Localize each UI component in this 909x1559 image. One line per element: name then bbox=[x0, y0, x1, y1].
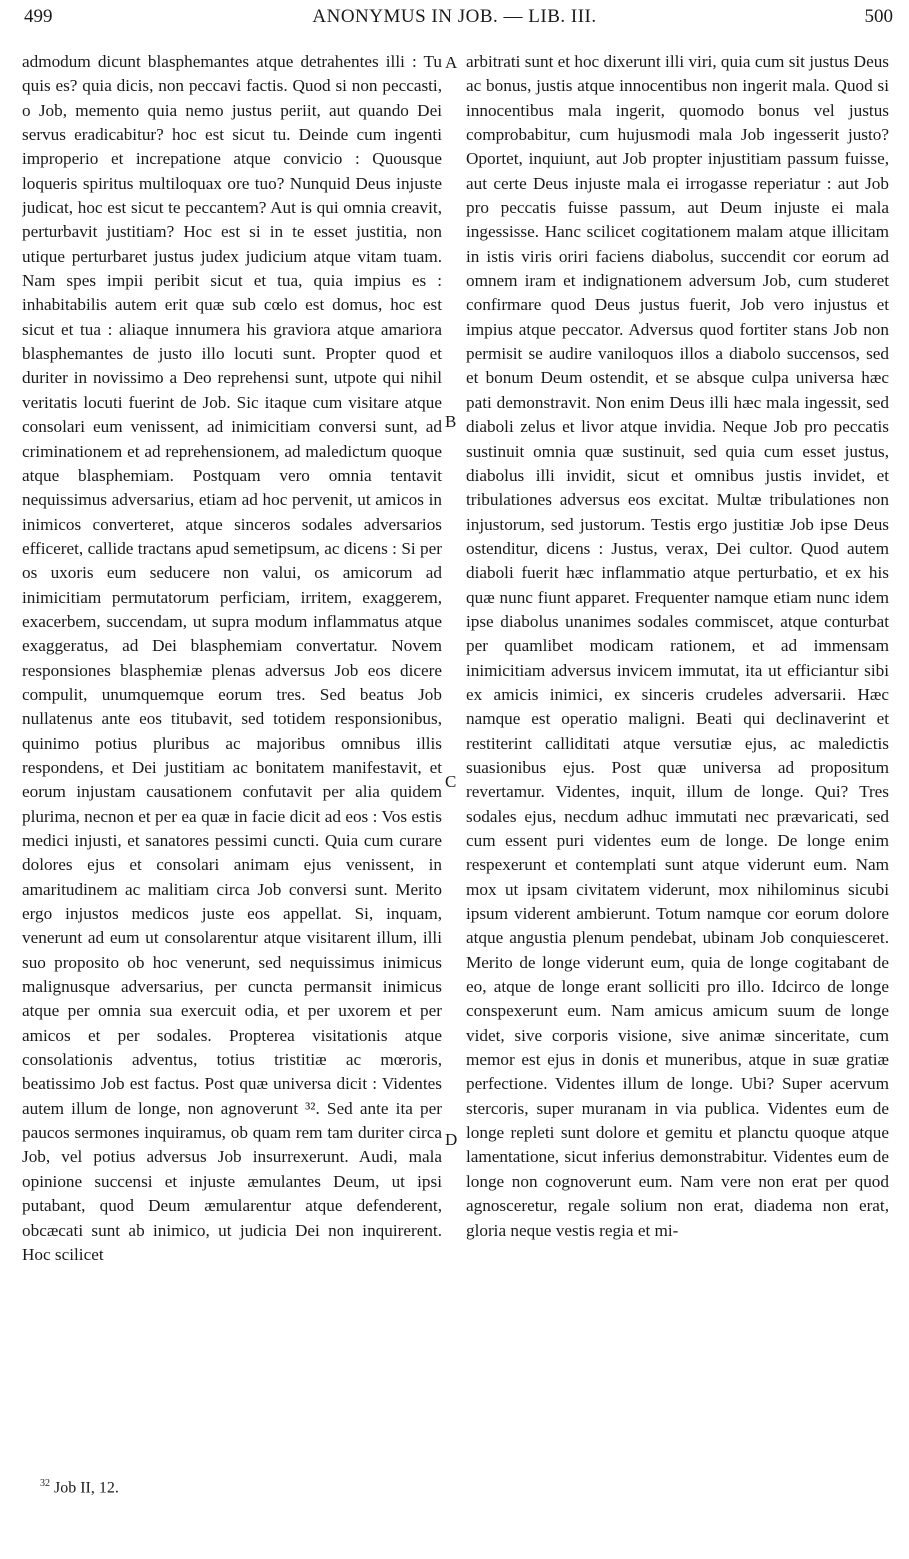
margin-letter-c: C bbox=[445, 772, 457, 791]
margin-letter-a: A bbox=[445, 53, 458, 72]
footnote-text: Job II, 12. bbox=[54, 1479, 119, 1497]
margin-letter-d: D bbox=[445, 1130, 458, 1149]
page-number-left: 499 bbox=[24, 6, 53, 27]
running-title: ANONYMUS IN JOB. — LIB. III. bbox=[312, 6, 597, 27]
margin-letter-b: B bbox=[445, 412, 457, 431]
footnote bbox=[40, 1478, 119, 1497]
page-number-right: 500 bbox=[864, 6, 893, 27]
footnote-mark: 32 bbox=[40, 1478, 50, 1489]
right-column-text: arbitrati sunt et hoc dixerunt illi viri, quia cum sit justus Deus ac bonus, justis atque innocentibus non ingerit mala. Quod si innocentibus mala ingerit, quomodo bonus vel justus comprobabitur, cum hujusmodi mala Job ingesserit justo? Oportet, inquiunt, aut Job propter injustitiam passum fuisse, aut certe Deus injuste mala ei irrogasse reperiatur : aut Job pro peccatis fuisse passum, aut Deum injuste ei mala ingessisse. Hanc scilicet cogitationem malam atque illicitam in istis viris oriri faciens diabolus, succendit cor eorum ad omnem iram et indignationem adversum Job, cum studeret confirmare quod Deus justus fuerit, Job vero injustus et impius atque peccator. Adversus quod fortiter stans Job non permisit se audire vaniloquos illos a diabolo succensos, sed et bonum Deum ostendit, et se absque culpa universa hæc pati demonstravit. Non enim Deus illi hæc mala ingessit, sed diaboli zelus et livor atque invidia. Neque Job pro peccatis sustinuit omnia quæ sustinuit, sed quia cum esset justus, diabolus illi invidit, sicut et omnibus justis invidet, et tribulationes adversus eos excitat. Multæ tribulationes non injustorum, sed justorum. Testis ergo justitiæ Job ipse Deus ostenditur, dicens : Justus, verax, Dei cultor. Quod autem diaboli fuerit hæc inflammatio atque perturbatio, et ex his quæ nunc fiunt apparet. Frequenter namque etiam nunc idem ipse diabolus unanimes sodales commiscet, atque conturbat per quamlibet modicam rationem, et ad immensam inimicitiam adversus invicem immutat, ita ut efficiantur sibi ex amicis inimici, ex sinceris crudeles adversarii. Hæc namque est operatio maligni. Beati qui declinaverint et restiterint calliditati atque versutiæ ejus, ac maledictis suasionibus ejus. Post quæ universa ad propositum revertamur. Videntes, inquit, illum de longe. Qui? Tres sodales ejus, necdum adhuc immutati nec prævaricati, sed cum essent puri videntes eum de longe. De longe enim respexerunt et contemplati sunt atque viderunt eum. Nam mox ut ipsam civitatem viderunt, mox nihilominus sicubi ipsum viderent ambierunt. Totum namque cor eorum dolore atque angustia plenum pendebat, ubinam Job conquiesceret. Merito de longe viderunt eum, quia de longe cogitabant de eo, atque de longe erant solliciti pro illo. Idcirco de longe conspexerunt eum. Nam amicus amicum suum de longe videt, sive corporis visione, sive animæ sinceritate, cum memor est ejus in donis et muneribus, atque in suæ gratiæ perfectione. Videntes illum de longe. Ubi? Super acervum stercoris, super muranam in via publica. Videntes eum de longe repleti sunt dolore et gemitu et planctu quoque atque lamentatione, sicut inferius demonstrabitur. Videntes eum de longe non cognoverunt eum. Nam vere non erat per quod agnosceretur, regale solium non erat, diadema non erat, gloria neque vestis regia et mi- bbox=[466, 52, 889, 1240]
page-header bbox=[0, 2, 909, 32]
left-column bbox=[22, 50, 442, 1450]
right-column bbox=[466, 50, 889, 1450]
left-column-text: admodum dicunt blasphemantes atque detrahentes illi : Tu quis es? quia dicis, non peccavi factis. Quod si non peccasti, o Job, memento quia nemo justus periit, aut quando Dei servus eradicabitur? hoc est sicut tu. Deinde cum ingenti improperio et increpatione atque convicio : Quousque loqueris spiritus multiloquax ore tuo? Nunquid Deus injuste judicat, hoc est sicut te peccantem? Aut is qui omnia creavit, perturbavit justitiam? Hoc est si in te esset justitia, non utique perturbaret justus judex judicium atque vitam tuam. Nam spes impii peribit sicut et tua, quia impius es : inhabitabilis autem erit quæ sub cœlo est domus, hoc est sicut et tua : aliaque innumera his graviora atque amariora blasphemantes de justo illo locuti sunt. Propter quod et duriter in novissimo a Deo reprehensi sunt, utpote qui nihil veritatis locuti fuerint de Job. Sic itaque cum visitare atque consolari eum venissent, ad inimicitiam conversi sunt, ad criminationem et ad reprehensionem, ad maledictum quoque atque blasphemiam. Postquam vero omnia tentavit nequissimus adversarius, etiam ad hoc pervenit, ut amicos in inimicos converteret, atque sinceros sodales adversarios efficeret, callide tractans apud semetipsum, ac dicens : Si per os uxoris eum seducere non valui, os amicorum ad inimicitiam permutatorum perficiam, irritem, exaggerem, exacerbem, succendam, ut supra modum inflammatus atque exaggeratus, ad Dei blasphemiam convertatur. Novem responsiones blasphemiæ plenas adversus Job eos dicere compulit, unumquemque eorum tres. Sed beatus Job nullatenus ante eos titubavit, sed totidem responsionibus, quinimo potius pluribus ac majoribus omnibus illis respondens, et Dei justitiam ac bonitatem manifestavit, et eorum injustam causationem confutavit per alia quidem plurima, necnon et per ea quæ in facie dicit ad eos : Vos estis medici injusti, et sanatores pessimi cuncti. Quia cum curare dolores ejus et consolari animam ejus venissent, in amaritudinem ac malitiam circa Job conversi sunt. Merito ergo injustos medicos juste eos appellat. Si, inquam, venerunt ad eum ut consolarentur atque visitarent illum, illi suo proposito ob hoc venerunt, sed nequissimus inimicus malignusque adversarius, per cuncta permansit inimicus atque per omnia sua exercuit odia, et per uxorem et per amicos et per sodales. Propterea visitationis atque consolationis adventus, totius tristitiæ ac mœroris, beatissimo Job est factus. Post quæ universa dicit : Videntes autem illum de longe, non agnoverunt ³². Sed ante ita per paucos sermones inquiramus, ob quam rem tam duriter circa Job, vel potius adversus Job insurrexerunt. Audi, mala opinione succensi et injuste æmulantes Deum, ut ipsi putabant, quod Deum æmularentur atque defenderent, obcæcati sunt ab inimico, ut judicia Dei non inquirerent. Hoc scilicet bbox=[22, 52, 442, 1264]
